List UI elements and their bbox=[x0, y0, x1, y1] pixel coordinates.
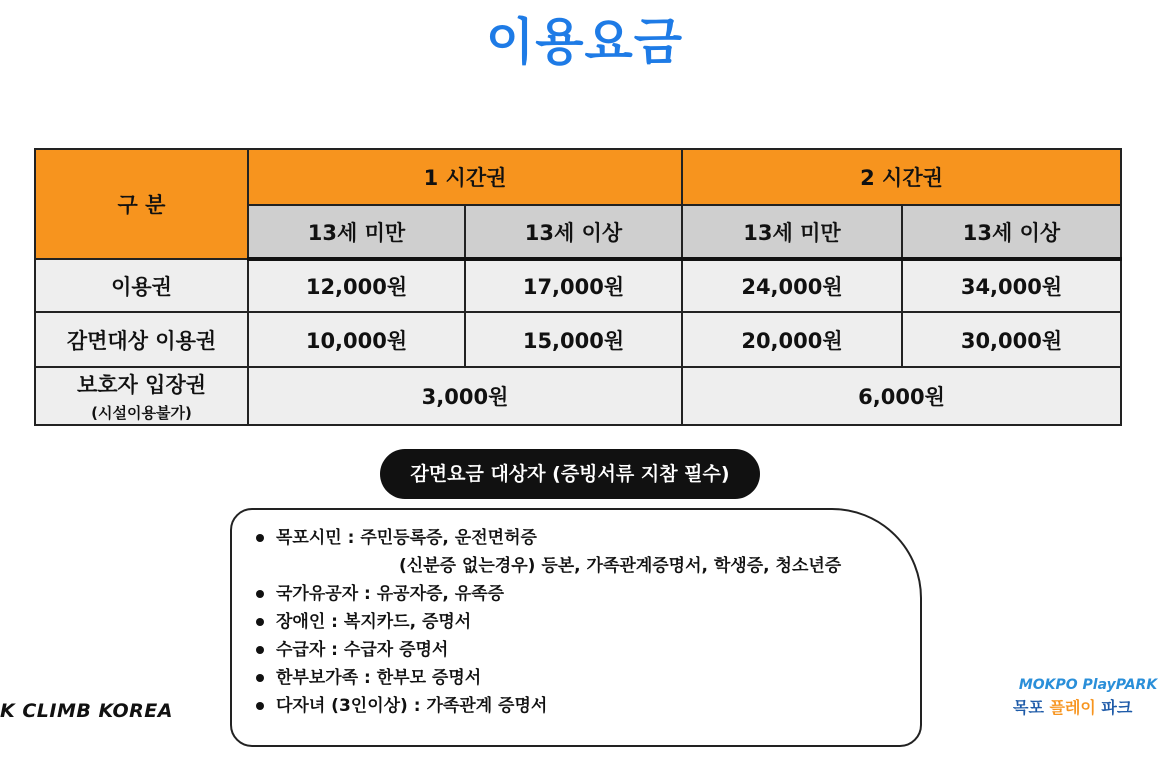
row-label: 감면대상 이용권 bbox=[35, 312, 248, 367]
bullet-icon bbox=[256, 674, 264, 682]
bullet-icon bbox=[256, 646, 264, 654]
price-cell: 15,000원 bbox=[465, 312, 682, 367]
bullet-icon bbox=[256, 702, 264, 710]
guardian-label: 보호자 입장권 bbox=[76, 373, 207, 397]
list-item: 국가유공자 : 유공자증, 유족증 bbox=[254, 580, 920, 608]
list-item: 목포시민 : 주민등록증, 운전면허증 bbox=[254, 524, 920, 552]
price-cell: 3,000원 bbox=[248, 367, 682, 425]
price-cell: 20,000원 bbox=[682, 312, 902, 367]
discount-heading: 감면요금 대상자 (증빙서류 지참 필수) bbox=[380, 449, 760, 499]
category-header: 구 분 bbox=[35, 149, 248, 259]
list-item: 수급자 : 수급자 증명서 bbox=[254, 636, 920, 664]
price-cell: 24,000원 bbox=[682, 259, 902, 312]
row-label bbox=[35, 367, 248, 425]
list-item: 한부보가족 : 한부모 증명서 bbox=[254, 664, 920, 692]
guardian-sublabel: (시설이용불가) bbox=[91, 404, 192, 422]
price-cell: 6,000원 bbox=[682, 367, 1121, 425]
page-title: 이용요금 bbox=[485, 13, 684, 71]
list-item: 장애인 : 복지카드, 증명서 bbox=[254, 608, 920, 636]
price-cell: 12,000원 bbox=[248, 259, 465, 312]
table-row bbox=[35, 312, 1121, 367]
list-item: 다자녀 (3인이상) : 가족관계 증명서 bbox=[254, 692, 920, 720]
playpark-logo bbox=[1013, 677, 1163, 718]
age-header: 13세 미만 bbox=[682, 205, 902, 259]
age-header: 13세 미만 bbox=[248, 205, 465, 259]
bullet-icon bbox=[256, 534, 264, 542]
playpark-logo-top: MOKPO PlayPARK bbox=[1018, 677, 1158, 693]
table-row bbox=[35, 367, 1121, 425]
row-label: 이용권 bbox=[35, 259, 248, 312]
price-cell: 17,000원 bbox=[465, 259, 682, 312]
climb-korea-logo: K CLIMB KOREA bbox=[0, 700, 173, 722]
age-header: 13세 이상 bbox=[465, 205, 682, 259]
fee-table bbox=[34, 148, 1122, 426]
bullet-icon bbox=[256, 590, 264, 598]
group-header-1h: 1 시간권 bbox=[248, 149, 682, 205]
age-header: 13세 이상 bbox=[902, 205, 1121, 259]
discount-panel bbox=[230, 508, 922, 747]
bullet-icon bbox=[256, 618, 264, 626]
price-cell: 30,000원 bbox=[902, 312, 1121, 367]
playpark-logo-bottom: 목포 플레이 파크 bbox=[1013, 698, 1133, 717]
group-header-2h: 2 시간권 bbox=[682, 149, 1121, 205]
price-cell: 34,000원 bbox=[902, 259, 1121, 312]
table-row bbox=[35, 259, 1121, 312]
price-cell: 10,000원 bbox=[248, 312, 465, 367]
list-item: (신분증 없는경우) 등본, 가족관계증명서, 학생증, 청소년증 bbox=[399, 556, 842, 576]
